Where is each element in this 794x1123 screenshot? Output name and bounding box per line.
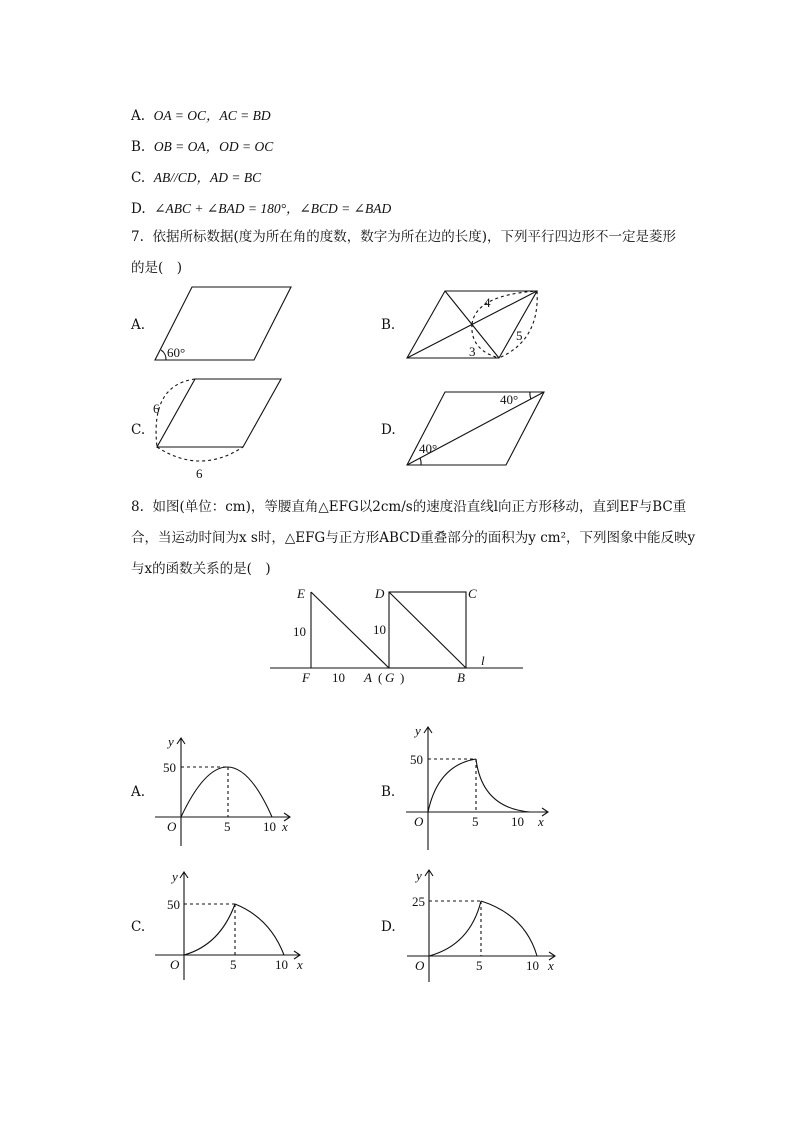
- q7-figD-angle-arc-1: [420, 458, 421, 465]
- graphD-xend: 10: [526, 958, 539, 973]
- q7-figA-angle: 60°: [167, 345, 186, 360]
- q6-option-c-text: AB//CD，AD = BC: [153, 170, 262, 185]
- graphB-x-label: x: [538, 814, 544, 829]
- q7-option-a-label[interactable]: A.: [131, 317, 146, 333]
- graphB-y-label: y: [415, 723, 421, 738]
- graphB-curve-rise: [428, 759, 476, 812]
- q8-label-l: l: [481, 653, 485, 668]
- graphC-xmid: 5: [230, 957, 237, 972]
- q7-figure-d: [407, 392, 544, 465]
- q8-line1: 如图(单位：cm)，等腰直角△EFG以2cm/s的速度沿直线l向正方形移动，直到EF与BC重: [152, 499, 687, 515]
- graphB-origin: O: [414, 814, 424, 829]
- graphD-xmid: 5: [476, 958, 483, 973]
- q7-figB-s1: 4: [484, 295, 491, 310]
- q6-option-a-text: OA = OC，AC = BD: [153, 108, 271, 123]
- q8-graph-b: [406, 723, 548, 850]
- q8-line3: 与x的函数关系的是( ): [131, 561, 271, 577]
- graphA-xend: 10: [263, 819, 276, 834]
- q7-line1: 依据所标数据(度为所在角的度数，数字为所在边的长度)，下列平行四边形不一定是菱形: [152, 229, 677, 245]
- q7-option-b-label[interactable]: B.: [381, 317, 396, 333]
- q8-option-b-label[interactable]: B.: [381, 784, 396, 800]
- graphB-xmid: 5: [472, 814, 479, 829]
- q7-option-d-label[interactable]: D.: [381, 422, 396, 438]
- q8-line2: 合，当运动时间为x s时，△EFG与正方形ABCD重叠部分的面积为y cm²，下列图象中能反映y: [131, 530, 696, 546]
- q7-figC-side2: 6: [196, 466, 203, 481]
- graphC-curve-fall: [235, 904, 284, 955]
- q7-number: 7.: [131, 229, 144, 245]
- q8-label-FA-len: 10: [332, 670, 345, 685]
- q8-option-c-label[interactable]: C.: [131, 919, 146, 935]
- q8-option-d-label[interactable]: D.: [381, 919, 396, 935]
- graphB-ymax: 50: [410, 752, 423, 767]
- graphA-x-label: x: [282, 819, 288, 834]
- graphC-curve-rise: [184, 904, 235, 955]
- q8-label-G: G: [385, 670, 395, 685]
- q8-graph-d: [407, 868, 555, 982]
- q8-number: 8.: [131, 499, 144, 515]
- graphD-x-label: x: [548, 958, 554, 973]
- graphA-ymax: 50: [163, 760, 176, 775]
- q8-graph-c: [155, 869, 303, 980]
- graphD-curve-rise: [429, 901, 481, 956]
- q7-figA-angle-arc: [161, 350, 166, 360]
- graphC-x-label: x: [297, 957, 303, 972]
- q7-figC-shape: [157, 379, 281, 447]
- q7-line2: 的是( ): [131, 260, 183, 276]
- q8-label-A: A: [364, 670, 372, 685]
- q7-figB-s2: 3: [469, 344, 476, 359]
- q8-square-diagonal: [389, 592, 466, 668]
- q6-option-d[interactable]: D. ∠ABC + ∠BAD = 180°，∠BCD = ∠BAD: [131, 201, 392, 217]
- q7-figC-side1: 6: [153, 401, 160, 416]
- graphA-y-label: y: [168, 734, 174, 749]
- q6-option-d-text: ∠ABC + ∠BAD = 180°，∠BCD = ∠BAD: [154, 201, 392, 216]
- q8-main-figure: [270, 586, 523, 685]
- q8-label-EF-len: 10: [293, 624, 306, 639]
- graphC-ymax: 50: [167, 897, 180, 912]
- q7-figD-angle1: 40°: [419, 441, 438, 456]
- q8-label-C: C: [468, 586, 477, 601]
- q8-label-E: E: [297, 586, 305, 601]
- graphA-curve: [181, 767, 272, 817]
- q8-label-D: D: [375, 586, 385, 601]
- graphC-y-label: y: [172, 869, 178, 884]
- q6-option-c[interactable]: C. AB//CD，AD = BC: [131, 170, 262, 186]
- graphC-xend: 10: [275, 957, 288, 972]
- graphA-origin: O: [167, 819, 177, 834]
- q8-label-paren-open: (: [378, 670, 383, 685]
- graphB-xend: 10: [511, 814, 524, 829]
- graphD-curve-fall: [481, 901, 537, 956]
- q8-graph-a: [155, 734, 290, 846]
- q6-option-b-text: OB = OA，OD = OC: [153, 139, 274, 154]
- q7-figD-angle-arc-2: [530, 392, 531, 399]
- q8-label-F: F: [302, 670, 310, 685]
- q8-label-paren-close: ): [400, 670, 405, 685]
- q8-label-B: B: [457, 670, 465, 685]
- q7-option-c-label[interactable]: C.: [131, 422, 146, 438]
- graphA-xmid: 5: [224, 819, 231, 834]
- q6-option-a[interactable]: A. OA = OC，AC = BD: [131, 108, 271, 124]
- graphD-ymax: 25: [412, 894, 425, 909]
- q7-figD-angle2: 40°: [500, 392, 519, 407]
- q8-option-a-label[interactable]: A.: [131, 784, 146, 800]
- q7-figC-arc-bottom: [157, 447, 243, 461]
- graphD-y-label: y: [416, 868, 422, 883]
- graphC-origin: O: [170, 957, 180, 972]
- q7-figure-c: [153, 379, 281, 481]
- q7-figure-a: [155, 287, 291, 360]
- q8-label-DA-len: 10: [373, 622, 386, 637]
- q7-figure-b: [407, 291, 537, 359]
- q7-figB-s3: 5: [516, 328, 523, 343]
- graphB-curve-fall: [476, 759, 530, 812]
- q6-option-b[interactable]: B. OB = OA，OD = OC: [131, 139, 274, 155]
- graphD-origin: O: [415, 958, 425, 973]
